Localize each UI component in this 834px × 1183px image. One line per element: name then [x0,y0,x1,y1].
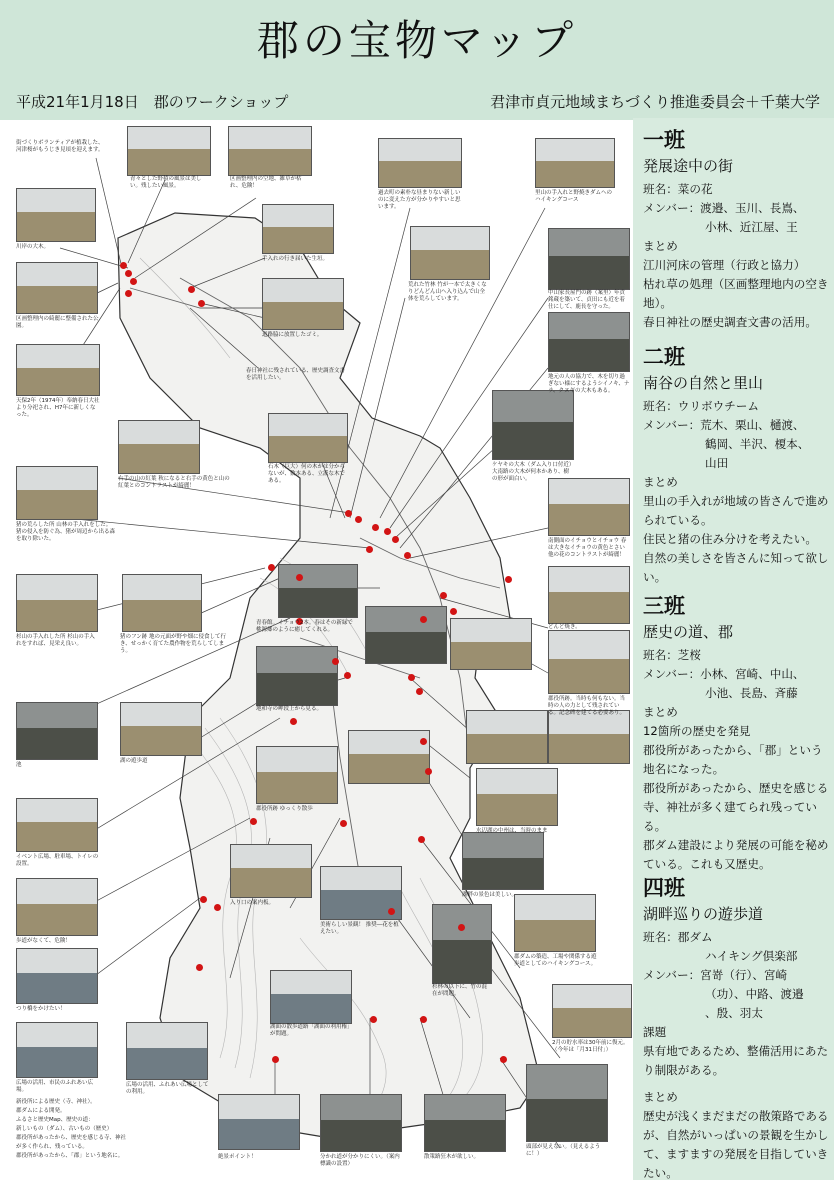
team-number: 二班 [643,345,685,369]
map-pin [198,300,205,307]
caption: 猪のフン跡 地の元面が野や畑に侵食して行き、せっかく育てた農作物を荒らしてしまう。 [120,634,227,654]
team-theme: 発展途中の街 [643,157,734,175]
caption: 水辺湖の中州は、当時のまま [476,828,548,834]
map-pin [250,818,257,825]
photo [378,138,462,188]
summary-label: まとめ [643,475,678,489]
members-label: メンバー： [643,418,701,432]
caption: 杉林の以下に、竹の混在が問題。 [432,984,488,997]
photo [120,702,202,756]
team-theme: 南谷の自然と里山 [643,374,764,392]
photo [548,228,630,290]
members-line: 荒木、栗山、樋渡、 [700,418,805,432]
photo [320,1094,402,1152]
photo [278,564,358,618]
map-pin [268,564,275,571]
members-line: 山田 [705,456,729,470]
caption: 池 [16,762,22,768]
map-pin [408,674,415,681]
caption: 街づくりボランティアが植栽した、河津桜がもうじき見頃を迎えます。 [16,140,104,153]
caption: 天保2年（1974年）奉納春日大社より分祀され、H7年に新しくなった。 [16,398,100,418]
photo [262,204,334,254]
team-name-cont: ハイキング倶楽部 [705,949,798,963]
photo [514,894,596,952]
photo [16,262,98,314]
photo [552,984,632,1038]
team-1 [643,126,831,332]
photo [256,746,338,804]
caption: 川岸の大木。 [16,244,50,250]
map-pin [416,688,423,695]
photo [16,878,98,936]
note: 新しいもの（ダム）、古いもの（歴史） [16,1126,113,1132]
caption: 郡ダムの築造、工場や関係する遊歩道としてのハイキングコース。 [514,954,597,967]
caption: 南側面のイチョウとイチョウ 春は大きなイチョウの黄色とさい他の花のコントラストが綺麗！ [548,538,627,558]
map-pin [125,290,132,297]
photo [466,710,548,764]
map-pin [366,546,373,553]
members-line: （功）、中路、渡邉 [705,987,804,1001]
caption: 郡役所跡。当時も何もない。当時の人の力として残されている。記念碑を建てる必要あり。 [548,696,626,716]
caption: 手入れの行き届いた生垣。 [262,256,329,262]
map-pin [290,718,297,725]
map-pin [384,528,391,535]
caption: 湖畔の景色は美しい。 [462,892,518,898]
caption: 青春館。イチョウ2本。春はその新緑で桃源郷のように癒してくれる。 [256,620,353,633]
team-name: 班名：芝桜 [643,648,701,662]
caption: 散策路狂木が欲しい。 [424,1154,480,1160]
map-pin [418,836,425,843]
photo [16,1022,98,1078]
caption: 里山の手入れと野焼きダムへのハイキングコース [535,190,613,203]
summary-label: まとめ [643,1090,678,1104]
caption: 荒れた竹林 竹が一本で太きくなりどんどん山へ入り込んで山全体を荒らしています。 [408,282,487,302]
photo [548,312,630,372]
summary-item: 住民と猪の住み分けを考えたい。 [643,532,817,546]
photo [16,574,98,632]
caption: 石木（巨大）何の木かは分からないが、数本ある、立派な木である。 [268,464,346,484]
page-title: 郡の宝物マップ [256,16,578,65]
map-pin [450,608,457,615]
map-pin [214,904,221,911]
note: 郡役所があったから、歴史を感じる寺、神社が多く作られ、残っている。 [16,1135,126,1150]
photo [450,618,532,670]
note: 郡役所があったから、「郡」という地名に。 [16,1153,124,1159]
members-line: 小池、長島、斉藤 [705,686,798,700]
photo [228,126,312,176]
note: ふるさと歴史Map、歴史の道： [16,1117,94,1123]
caption: 地和寺の岬段上から見る。 [256,706,323,712]
photo [462,832,544,890]
caption: 湖面の散歩道路「湖面の利用権」が問題。 [270,1024,353,1037]
caption: 杉山の手入れした所 杉山の手入れをすれば、見栄え良い。 [16,634,95,647]
members-label: メンバー： [643,968,701,982]
members-line: 渡邉、玉川、長嶌、 [700,201,805,215]
map-pin [130,278,137,285]
team-theme: 湖畔巡りの遊歩道 [643,905,764,923]
photo [548,630,630,694]
map-pin [392,536,399,543]
summary-item: 江川河床の管理（行政と協力） [643,258,806,272]
summary-item: 自然の美しさを皆さんに知って欲しい。 [643,551,829,584]
map-pin [196,964,203,971]
team-2 [643,343,831,587]
team-name: 班名：ウリボウチーム [643,399,759,413]
team-name: 班名：菜の花 [643,182,713,196]
caption: ケヤキの大木（ダム入り口付近）大南路の大木が何本かあり、樹の形が面白い。 [492,462,572,482]
team-number: 一班 [643,128,685,152]
map-pin [458,924,465,931]
map-pin [372,524,379,531]
caption: 広場の活用、ふれあい広場としての利用。 [126,1082,209,1095]
photo [535,138,615,188]
summary-item: 春日神社の歴史調査文書の活用。 [643,315,817,329]
caption: 猪の荒らした所 山林の手入れをした。猪の侵入を防ぐ為、猪が周辺から出る森を取り除いた。 [16,522,116,542]
caption: 右手の山の紅葉 秋になると右手の黄色と山の紅葉とのコントラストが綺麗！ [118,476,230,489]
summary-label: まとめ [643,239,678,253]
photo [548,478,630,536]
map-pin [440,592,447,599]
map-area [0,118,633,1180]
photo [230,844,312,898]
map-pin [332,658,339,665]
caption: つり橋をかけたい！ [16,1006,66,1012]
caption: 分かれ道が分かりにくい。（案内標識の設置） [320,1154,400,1167]
photo [268,413,348,463]
photo [348,730,430,784]
caption: 入り口の案内板。 [230,900,275,906]
team-3 [643,592,831,874]
map-pin [120,262,127,269]
photo [16,344,100,396]
photo [127,126,211,176]
photo [410,226,490,280]
caption: 頭部が見えない。（見えるように！） [526,1144,601,1157]
caption: 区画整理内の空地、雑草が枯れ、危険！ [230,176,302,189]
photo [218,1094,300,1150]
map-pin [188,286,195,293]
caption: 青々とした野積の風景は美しい。残したい風景。 [130,176,202,189]
caption: 区画整理内の綺麗に整備された公園。 [16,316,99,329]
team-name: 班名：郡ダム [643,930,713,944]
members-line: 小林、近江屋、王 [705,220,798,234]
map-pin [388,908,395,915]
summary-item: 12箇所の歴史を発見 [643,724,751,738]
organizers: 君津市貞元地域まちづくり推進委員会＋千葉大学 [490,93,820,111]
photo [122,574,202,632]
summary-label: まとめ [643,705,678,719]
map-pin [505,576,512,583]
map-pin [345,510,352,517]
caption: 春日神社に残されている、歴史調査文書を活用したい。 [246,368,346,381]
photo [548,566,630,624]
map-pin [344,672,351,679]
members-line: 宮嵜（行）、宮崎 [700,968,788,982]
photo [432,904,492,984]
summary-item: 歴史が浅くまだまだの散策路であるが、自然がいっぱいの景観を生かして、ますますの発展を目指していきたい。 [643,1109,829,1180]
caption: 道路脇に放置したゴミ。 [262,332,323,338]
caption: 歩道がなくて、危険！ [16,938,71,944]
caption: 過去町の素朴な昼まりない新しいのに変えた方が分かりやすいと思います。 [378,190,461,210]
team-number: 四班 [643,876,685,900]
caption: 広場の活用、市民のふれあい広場。 [16,1080,94,1093]
team-4 [643,874,831,1183]
map-pin [200,896,207,903]
caption: 絶景ポイント！ [218,1154,257,1160]
members-label: メンバー： [643,667,701,681]
photo [16,702,98,760]
photo [16,188,96,242]
caption: 中山家長屋門の跡（案里）年貢銘蔵を築いて、貞田にも近を着仕にして、鹿長を守った。 [548,290,626,310]
left-notes [16,1098,126,1161]
map-pin [420,616,427,623]
caption: 湖の遊歩道 [120,758,148,764]
photo [492,390,574,460]
summary-item: 郡役所があったから、「郡」という地名になった。 [643,743,823,776]
members-label: メンバー： [643,201,701,215]
photo [16,948,98,1004]
caption: イベント広場、駐車場、トイレの設置。 [16,854,99,867]
caption: どんど焼き。 [548,624,581,630]
note: 郡ダムによる開発。 [16,1108,66,1114]
summary-item: 郡役所があったから、歴史を感じる寺、神社が多く建てられ残っている。 [643,781,829,833]
photo [16,798,98,852]
map-pin [340,820,347,827]
photo [256,646,338,706]
map-pin [370,1016,377,1023]
map-pin [420,738,427,745]
team-number: 三班 [643,594,685,618]
map-pin [500,1056,507,1063]
map-pin [272,1056,279,1063]
photo [548,710,630,764]
summary-item: 枯れ草の処理（区画整理地内の空き地）。 [643,277,829,310]
map-pin [425,768,432,775]
members-line: 鶴岡、半沢、榎本、 [705,437,810,451]
map-pin [355,516,362,523]
caption: 美術らしい景観！ 推奨―花を植えたい。 [320,922,399,935]
summary-item: 郡ダム建設により発展の可能を秘めている。これも又歴史。 [643,838,829,871]
team-theme: 歴史の道、郡 [643,623,734,641]
photo [118,420,200,474]
caption: 2月の貯水率は30年前に復元。（今年は「月31日付」） [552,1040,629,1053]
event-date: 平成21年1月18日 郡のワークショップ [16,93,289,111]
map-pin [125,270,132,277]
caption: 郡役所跡 ゆっくり散歩 [256,806,313,812]
map-pin [296,574,303,581]
photo [424,1094,506,1152]
photo [126,1022,208,1080]
caption: 地元の人の協力で、木を切り過ぎない様にするようシイノキ、ナラ、クヌギの大木もある。 [548,374,630,394]
map-pin [420,1016,427,1023]
members-line: 小林、宮崎、中山、 [700,667,805,681]
photo [365,606,447,664]
photo [270,970,352,1024]
photo [262,278,344,330]
summary-item: 里山の手入れが地域の皆さんで進められている。 [643,494,829,527]
issue-text: 県有地であるため、整備活用にあたり制限がある。 [643,1044,829,1077]
map-pin [404,552,411,559]
issue-label: 課題 [643,1025,667,1039]
photo [476,768,558,826]
note: 新役所による歴史（寺、神社）。 [16,1099,96,1105]
photo [16,466,98,520]
photo [526,1064,608,1142]
members-line: 、殷、羽太 [705,1006,763,1020]
